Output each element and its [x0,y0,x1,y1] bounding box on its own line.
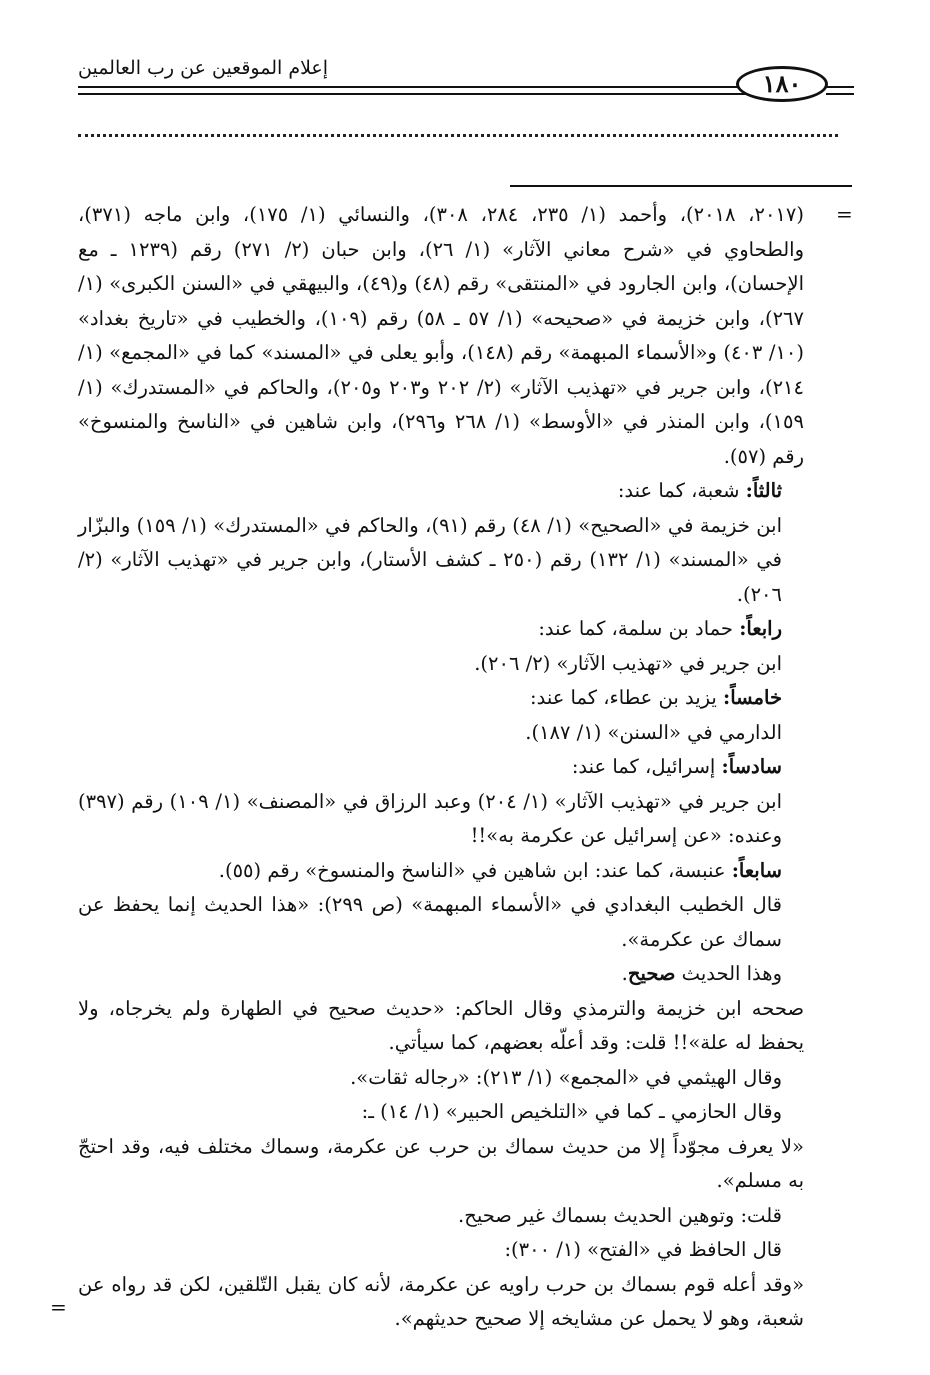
paragraph-text: ابن خزيمة في «الصحيح» (١/ ٤٨) رقم (٩١)، والحاكم في «المستدرك» (١/ ١٥٩) والبزّار في «المسند» (١/ ١٣٢) رقم (٢٥٠ ـ كشف الأستار)، وابن جرير في «تهذيب الآثار» (٢/ ٢٠٦). [78,513,782,606]
paragraph-text: «وقد أعله قوم بسماك بن حرب راويه عن عكرمة، لأنه كان يقبل التّلقين، لكن قد رواه عن شعبة، وهو لا يحمل عن مشايخه إلا صحيح حديثهم». [78,1272,804,1330]
page-number: ١٨٠ [762,69,802,98]
dotted-separator [78,134,838,137]
paragraph [78,612,804,647]
paragraph [78,647,804,682]
header-rule-right-lower [826,93,854,95]
paragraph [78,198,804,474]
continuation-mark-bottom: = [50,1295,67,1319]
paragraph-text: «لا يعرف مجوّداً إلا من حديث سماك بن حرب عن عكرمة، وسماك مختلف فيه، وقد احتجّ به مسلم». [78,1134,804,1192]
paragraph-text: قال الخطيب البغدادي في «الأسماء المبهمة» (ص ٢٩٩): «هذا الحديث إنما يحفظ عن سماك عن عكرمة». [78,893,782,951]
paragraph-text: ابن جرير في «تهذيب الآثار» (١/ ٢٠٤) وعبد الرزاق في «المصنف» (١/ ١٠٩) رقم (٣٩٧) وعنده: «عن إسرائيل عن عكرمة به»!! [78,789,782,847]
paragraph-text: ابن جرير في «تهذيب الآثار» (٢/ ٢٠٦). [474,651,782,675]
continuation-mark-top: = [836,202,853,226]
footnote-body [78,198,804,1337]
paragraph-text: وقال الهيثمي في «المجمع» (١/ ٢١٣): «رجاله ثقات». [350,1065,782,1089]
paragraph [78,785,804,854]
header-rule-upper [78,86,764,88]
paragraph-text: وقال الحازمي ـ كما في «التلخيص الحبير» (١/ ١٤) ـ: [361,1100,782,1123]
paragraph [78,509,804,613]
section-label: رابعاً: [739,617,782,640]
paragraph [78,1268,804,1337]
paragraph-text: (٢٠١٧، ٢٠١٨)، وأحمد (١/ ٢٣٥، ٢٨٤، ٣٠٨)، والنسائي (١/ ١٧٥)، وابن ماجه (٣٧١)، والطحاوي في «شرح معاني الآثار» (١/ ٢٦)، وابن حبان (٢/ ٢٧١) رقم (١٢٣٩ ـ مع الإحسان)، وابن الجارود في «المنتقى» رقم (٤٨) و(٤٩)، والبيهقي في «السنن الكبرى» (١/ ٢٦٧)، وابن خزيمة في «صحيحه» (١/ ٥٧ ـ ٥٨) رقم (١٠٩)، والخطيب في «تاريخ بغداد» (١٠/ ٤٠٣) و«الأسماء المبهمة» رقم (١٤٨)، وأبو يعلى في «المسند» كما في «المجمع» (١/ ٢١٤)، وابن جرير في «تهذيب الآثار» (٢/ ٢٠٢ و٢٠٣ و٢٠٥)، والحاكم في «المستدرك» (١/ ١٥٩)، وابن المنذر في «الأوسط» (١/ ٢٦٨ و٢٩٦)، وابن شاهين في «الناسخ والمنسوخ» رقم (٥٧). [78,203,804,468]
paragraph [78,854,804,889]
paragraph [78,1199,804,1234]
running-title: إعلام الموقعين عن رب العالمين [78,57,329,79]
paragraph-text: حماد بن سلمة، كما عند: [538,617,740,640]
section-label: سابعاً: [731,858,782,882]
paragraph-text: عنبسة، كما عند: ابن شاهين في «الناسخ والمنسوخ» رقم (٥٥). [218,858,732,882]
header-rule-right-upper [826,86,854,88]
section-label: خامساً: [723,686,782,709]
paragraph [78,1061,804,1096]
paragraph-text: إسرائيل، كما عند: [571,755,722,778]
page-number-badge [736,66,828,102]
header-rule-lower [78,93,764,95]
paragraph-text: يزيد بن عطاء، كما عند: [530,686,724,709]
paragraph [78,1130,804,1199]
paragraph-tail: . [621,962,628,985]
paragraph-text: الدارمي في «السنن» (١/ ١٨٧). [525,720,782,744]
paragraph-text: صححه ابن خزيمة والترمذي وقال الحاكم: «حديث صحيح في الطهارة ولم يخرجاه، ولا يحفظ له علة»!! قلت: وقد أعلّه بعضهم، كما سيأتي. [78,996,804,1054]
paragraph [78,750,804,785]
paragraph [78,681,804,716]
paragraph-text: قلت: وتوهين الحديث بسماك غير صحيح. [458,1203,782,1227]
paragraph [78,992,804,1061]
verdict-word: صحيح [627,962,676,985]
paragraph [78,1233,804,1268]
paragraph [78,474,804,509]
paragraph-text: وهذا الحديث [675,962,782,985]
section-label: سادساً: [721,755,782,778]
paragraph [78,716,804,751]
section-label: ثالثاً: [745,479,782,502]
paragraph-text: شعبة، كما عند: [617,479,746,502]
paragraph [78,1095,804,1130]
paragraph [78,957,804,992]
paragraph [78,888,804,957]
paragraph-text: قال الحافظ في «الفتح» (١/ ٣٠٠): [504,1238,782,1261]
footnote-separator [510,185,852,187]
